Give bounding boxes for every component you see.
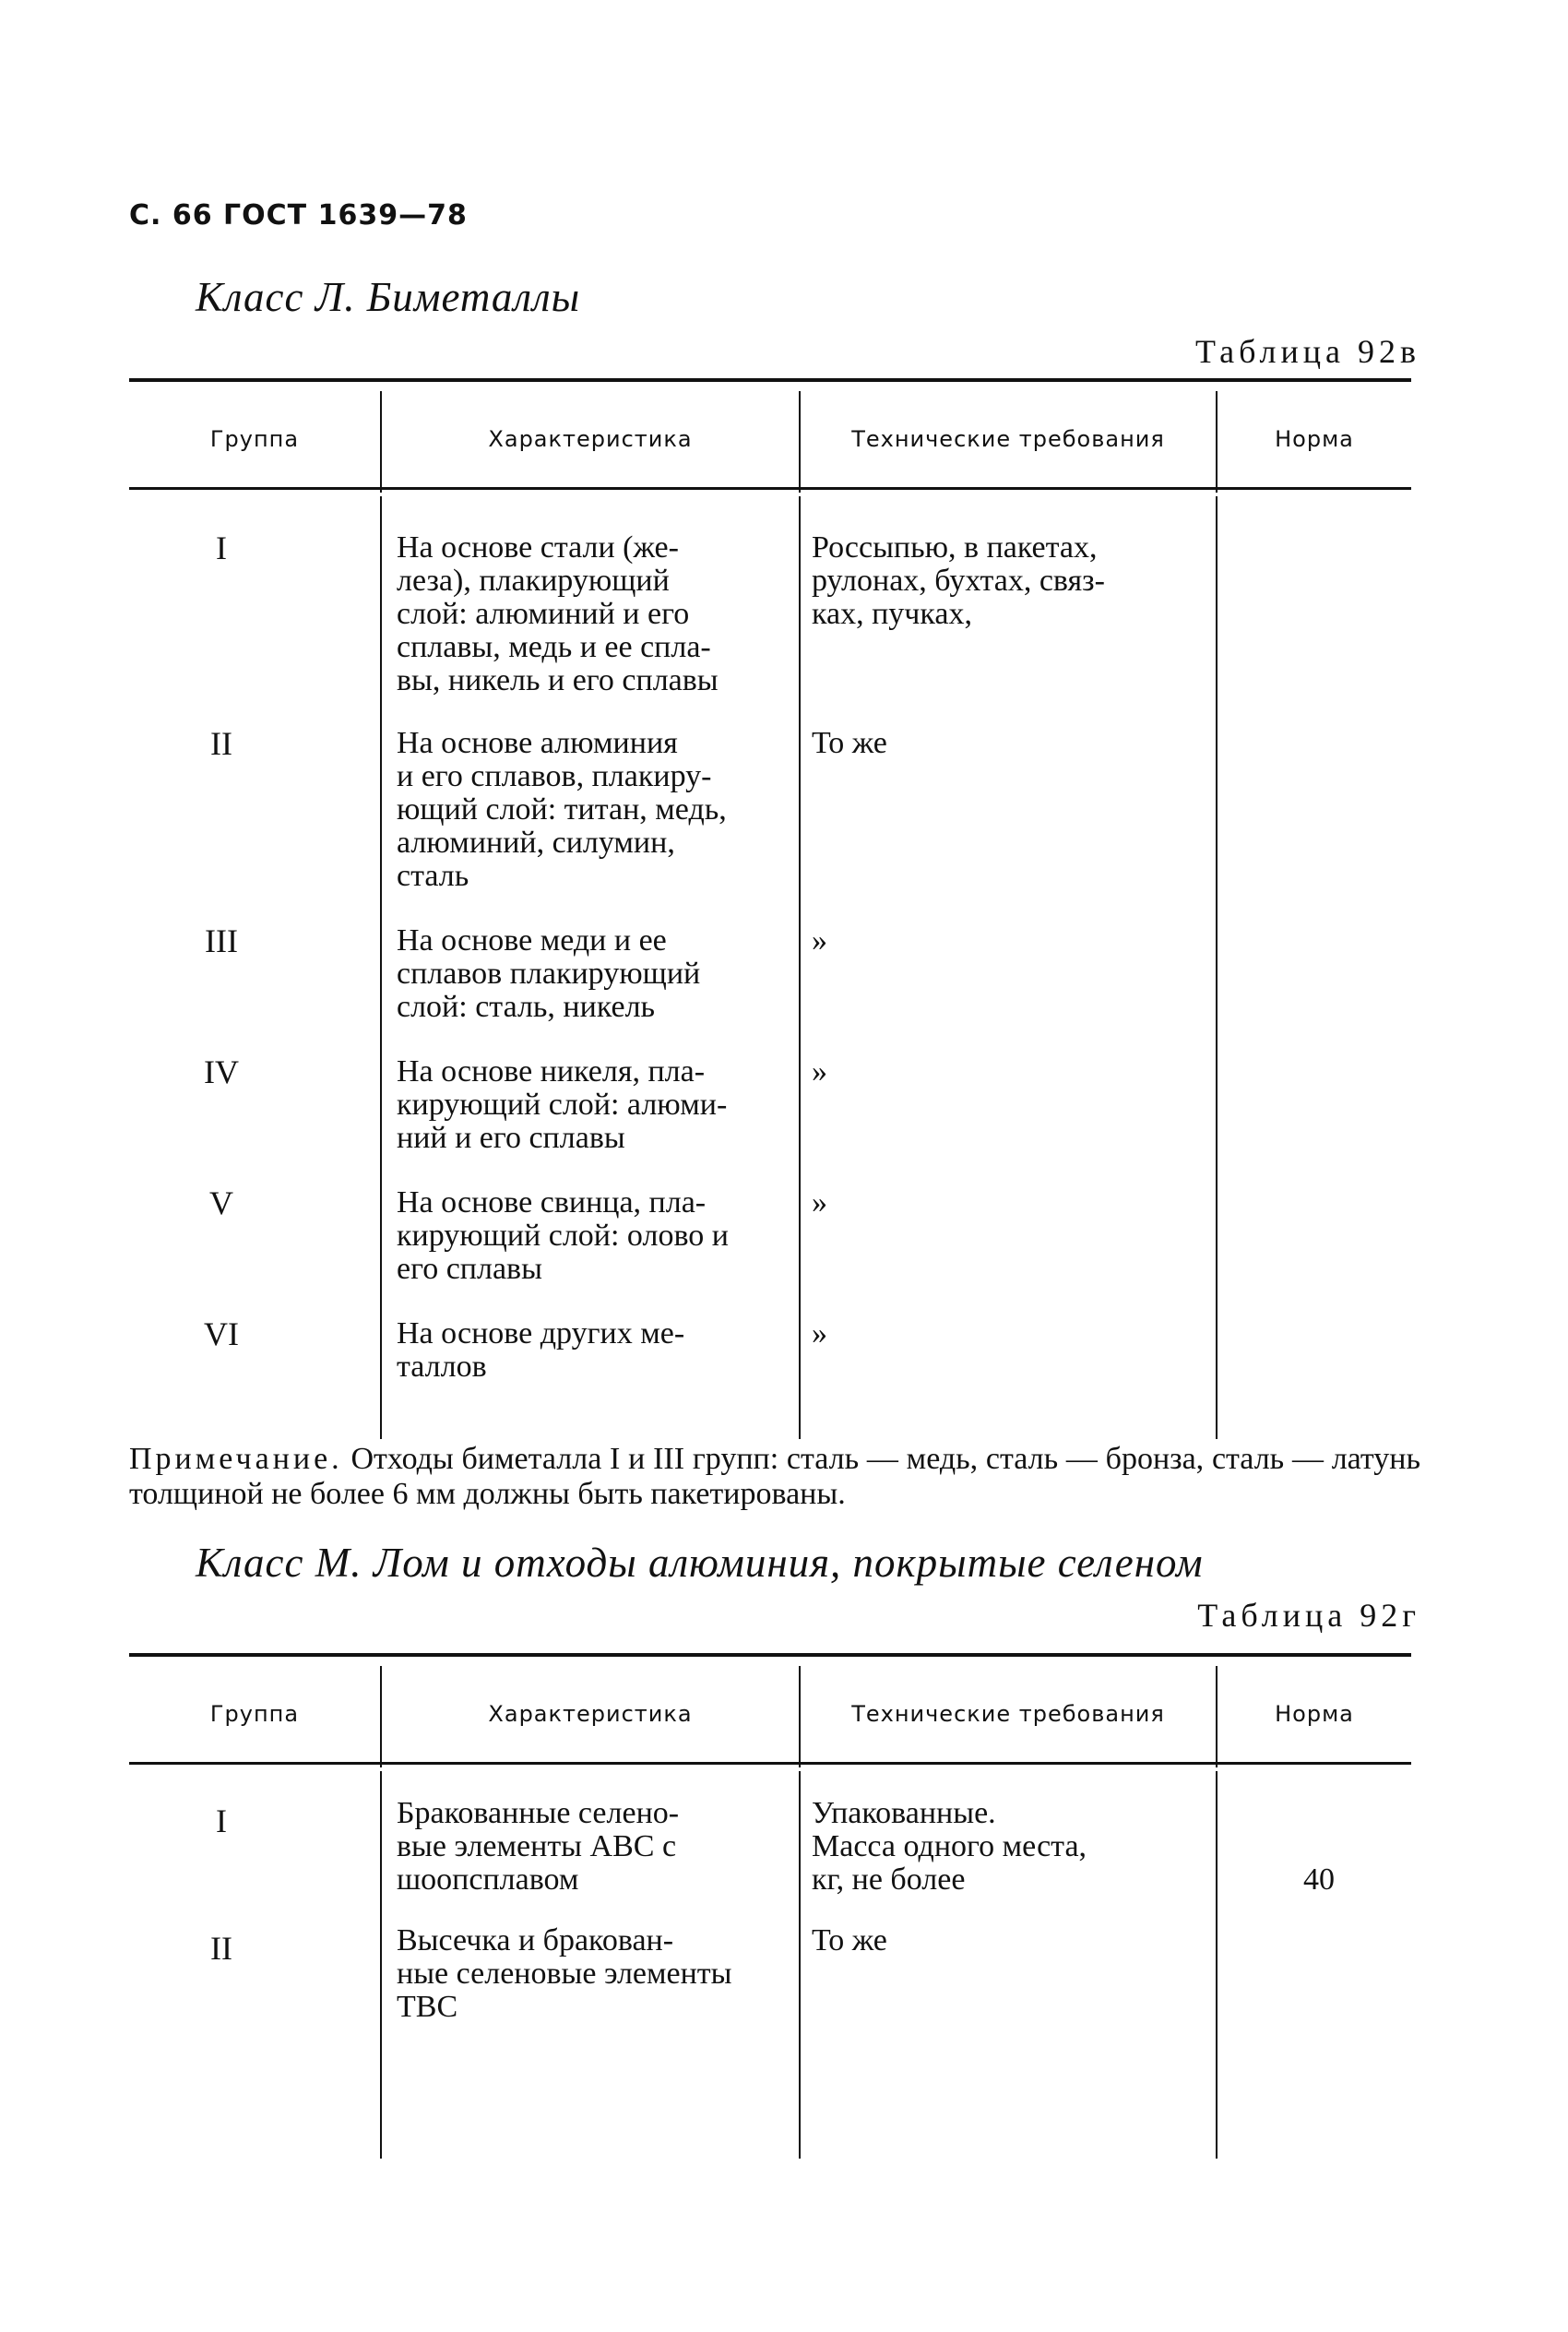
- header-group: Группа: [209, 1701, 300, 1727]
- row-requirements: То же: [812, 726, 887, 760]
- row-requirements: »: [812, 1054, 827, 1089]
- row-characteristic: Бракованные селено- вые элементы АВС с шоопсплавом: [397, 1796, 680, 1897]
- row-requirements: »: [812, 923, 827, 958]
- row-requirements: Россыпью, в пакетах, рулонах, бухтах, связ- ках, пучках,: [812, 530, 1105, 631]
- row-characteristic: На основе алюминия и его сплавов, плакиру- ющий слой: титан, медь, алюминий, силумин, сталь: [397, 726, 727, 893]
- header-bottom-rule: [129, 1762, 1411, 1765]
- row-group: VI: [204, 1315, 239, 1352]
- header-norm: Норма: [1275, 426, 1354, 452]
- header-characteristic: Характеристика: [488, 1701, 693, 1727]
- page-header: С. 66 ГОСТ 1639—78: [129, 199, 468, 232]
- table-note: [129, 1442, 1420, 1512]
- row-group: I: [216, 1803, 227, 1839]
- table-top-rule: [129, 378, 1411, 382]
- row-group: II: [210, 1930, 232, 1967]
- row-group: II: [210, 725, 232, 762]
- column-divider: [1216, 496, 1218, 1439]
- header-requirements: Технические требования: [851, 1701, 1165, 1727]
- row-group: I: [216, 529, 227, 566]
- row-characteristic: На основе свинца, пла- кирующий слой: олово и его сплавы: [397, 1185, 729, 1286]
- row-group: V: [209, 1184, 233, 1221]
- row-group: IV: [204, 1053, 239, 1090]
- row-requirements: »: [812, 1185, 827, 1220]
- column-divider: [1216, 1771, 1218, 2159]
- column-divider: [380, 496, 382, 1439]
- row-characteristic: Высечка и бракован- ные селеновые элементы ТВС: [397, 1923, 732, 2024]
- row-requirements: Упакованные. Масса одного места, кг, не более: [812, 1796, 1087, 1897]
- header-characteristic: Характеристика: [488, 426, 693, 452]
- row-requirements: »: [812, 1316, 827, 1350]
- row-norm: 40: [1303, 1862, 1335, 1897]
- table-top-rule: [129, 1653, 1411, 1657]
- row-characteristic: На основе других ме- таллов: [397, 1316, 685, 1384]
- header-group: Группа: [209, 426, 300, 452]
- table-92g-caption: Таблица 92г: [1197, 1597, 1420, 1634]
- note-label: Примечание.: [129, 1442, 343, 1476]
- header-requirements: Технические требования: [851, 426, 1165, 452]
- class-l-title: Класс Л. Биметаллы: [196, 274, 581, 320]
- row-characteristic: На основе меди и ее сплавов плакирующий слой: сталь, никель: [397, 923, 701, 1024]
- table-92v-caption: Таблица 92в: [1195, 333, 1420, 370]
- note-text: Отходы биметалла I и III групп: сталь — медь, сталь — бронза, сталь — латунь толщиной не более 6 мм должны быть пакетированы.: [129, 1442, 1420, 1511]
- row-characteristic: На основе стали (же- леза), плакирующий слой: алюминий и его сплавы, медь и ее спла- вы, никель и его сплавы: [397, 530, 719, 697]
- row-group: III: [205, 922, 238, 959]
- header-bottom-rule: [129, 487, 1411, 490]
- row-requirements: То же: [812, 1923, 887, 1957]
- column-divider: [380, 1771, 382, 2159]
- class-m-title: Класс М. Лом и отходы алюминия, покрытые селеном: [196, 1540, 1204, 1586]
- table-92v: [129, 378, 1411, 1439]
- header-norm: Норма: [1275, 1701, 1354, 1727]
- table-92g: [129, 1653, 1411, 2160]
- row-characteristic: На основе никеля, пла- кирующий слой: алюми- ний и его сплавы: [397, 1054, 728, 1155]
